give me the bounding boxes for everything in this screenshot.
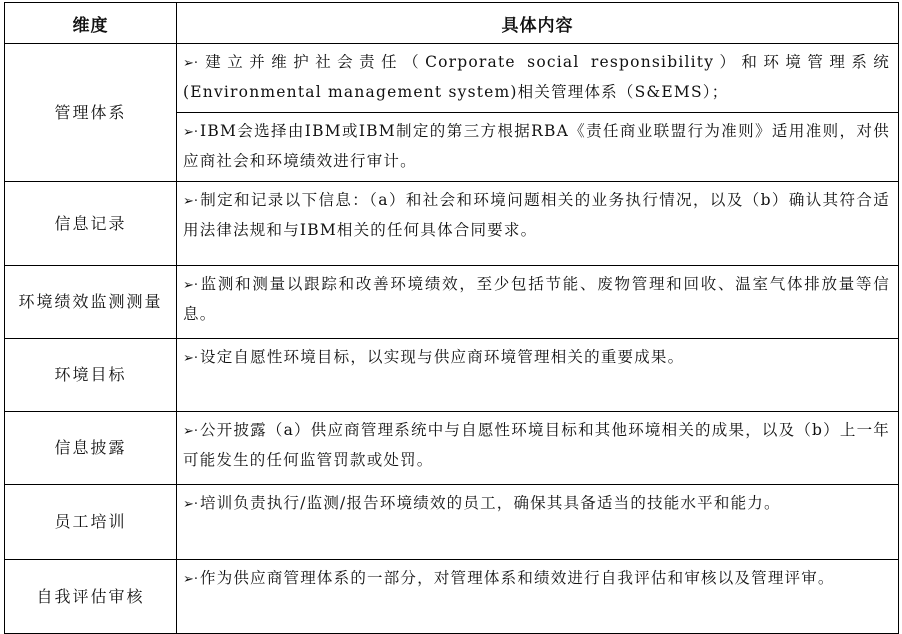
bullet-icon: ➢· [183,56,199,71]
dimension-cell: 员工培训 [5,485,177,560]
header-row [5,3,899,44]
content-cell [177,182,899,266]
list-item [177,112,898,181]
bullet-icon: ➢· [183,125,199,140]
dimension-cell: 自我评估审核 [5,560,177,634]
item-text: 制定和记录以下信息：（a）和社会和环境问题相关的业务执行情况，以及（b）确认其符合适用法律法规和与IBM相关的任何具体合同要求。 [183,191,890,239]
content-cell [177,266,899,339]
list-item [177,560,898,600]
table-row [5,339,899,412]
table-row [5,412,899,485]
item-text: 设定自愿性环境目标，以实现与供应商环境管理相关的重要成果。 [200,348,685,366]
bullet-icon: ➢· [183,351,199,366]
list-item [177,44,898,112]
header-dimension: 维度 [5,3,177,44]
dimension-cell: 信息记录 [5,182,177,266]
list-item [177,485,898,525]
bullet-icon: ➢· [183,278,199,293]
table-row [5,44,899,182]
list-item [177,412,898,480]
content-cell [177,560,899,634]
content-cell [177,485,899,560]
bullet-icon: ➢· [183,194,199,209]
item-text: 监测和测量以跟踪和改善环境绩效，至少包括节能、废物管理和回收、温室气体排放量等信息。 [183,275,890,323]
bullet-icon: ➢· [183,497,199,512]
list-item [177,182,898,250]
dimension-cell: 管理体系 [5,44,177,182]
table-row [5,266,899,339]
item-text: 建立并维护社会责任（Corporate social responsibility）和环境管理系统(Environmental management system)相关管理体系（S&EMS）； [183,53,890,101]
header-content: 具体内容 [177,3,899,44]
dimension-cell: 信息披露 [5,412,177,485]
item-text: 公开披露（a）供应商管理系统中与自愿性环境目标和其他环境相关的成果，以及（b）上一年可能发生的任何监管罚款或处罚。 [183,421,890,469]
dimension-cell: 环境目标 [5,339,177,412]
bullet-icon: ➢· [183,572,199,587]
requirements-table [4,2,899,634]
content-cell [177,412,899,485]
item-text: 培训负责执行/监测/报告环境绩效的员工，确保其具备适当的技能水平和能力。 [200,494,781,512]
table-row [5,485,899,560]
item-text: 作为供应商管理体系的一部分，对管理体系和绩效进行自我评估和审核以及管理评审。 [200,569,835,587]
content-cell [177,339,899,412]
table-row [5,560,899,634]
list-item [177,339,898,379]
bullet-icon: ➢· [183,424,199,439]
table-row [5,182,899,266]
dimension-cell: 环境绩效监测测量 [5,266,177,339]
content-cell [177,44,899,182]
list-item [177,266,898,334]
item-text: IBM会选择由IBM或IBM制定的第三方根据RBA《责任商业联盟行为准则》适用准则，对供应商社会和环境绩效进行审计。 [183,122,890,170]
